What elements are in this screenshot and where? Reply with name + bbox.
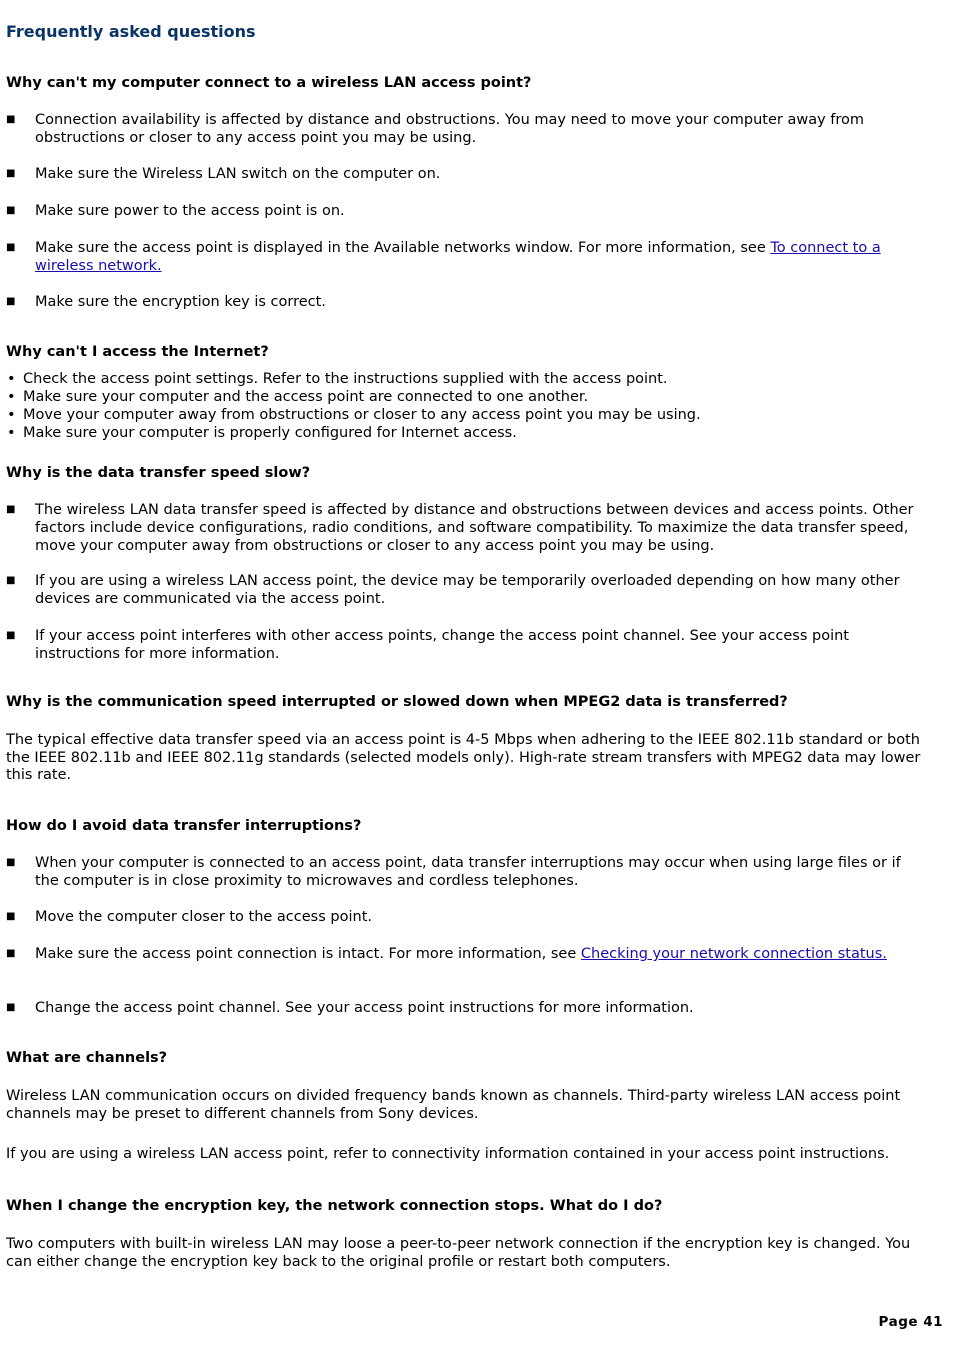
square-bullet-icon: ■ [6, 168, 16, 179]
answer-paragraph: If you are using a wireless LAN access point, refer to connectivity information contained in your access point instructions. [6, 1146, 890, 1162]
list-item: ■ Make sure the access point connection is intact. For more information, see Checking your network connection status. [6, 946, 887, 962]
square-bullet-icon: ■ [6, 575, 16, 586]
answer-paragraph: The typical effective data transfer speed via an access point is 4-5 Mbps when adhering to the IEEE 802.11b standard or both the IEEE 802.11b and IEEE 802.11g standards (selected models only). High-rate stream transfers with MPEG2 data may lower this rate. [6, 732, 921, 783]
link-network-connection-status[interactable]: Checking your network connection status. [580, 946, 887, 962]
question-avoid-interruptions: How do I avoid data transfer interruptions? [6, 818, 362, 834]
list-item: ■ If your access point interferes with other access points, change the access point channel. See your access point instructions for more information. [6, 628, 849, 662]
list-item: • Check the access point settings. Refer to the instructions supplied with the access point. [6, 370, 918, 388]
answer-paragraph: Wireless LAN communication occurs on divided frequency bands known as channels. Third-party wireless LAN access point channels may be preset to different channels from Sony devices. [6, 1088, 901, 1122]
page-number: Page 41 [878, 1314, 943, 1330]
list-item: • Move your computer away from obstructions or closer to any access point you may be using. [6, 406, 918, 424]
page-title: Frequently asked questions [6, 22, 256, 41]
list-item: ■ Make sure the Wireless LAN switch on the computer on. [6, 166, 441, 182]
bullet-list [6, 370, 918, 442]
square-bullet-icon: ■ [6, 948, 16, 959]
list-item: ■ Change the access point channel. See your access point instructions for more information. [6, 1000, 694, 1016]
question-encryption-key: When I change the encryption key, the network connection stops. What do I do? [6, 1198, 663, 1214]
list-item: • Make sure your computer is properly configured for Internet access. [6, 424, 918, 442]
list-item: ■ The wireless LAN data transfer speed is affected by distance and obstructions between devices and access points. Other factors include device configurations, radio conditions, and software compatibility. To maximize the data transfer speed, move your computer away from obstructions or closer to any access point you may be using. [6, 502, 914, 554]
link-connect-wireless-network[interactable]: To connect to a wireless network. [35, 240, 881, 274]
list-item: ■ Make sure power to the access point is on. [6, 203, 345, 219]
square-bullet-icon: ■ [6, 911, 16, 922]
square-bullet-icon: ■ [6, 242, 16, 253]
square-bullet-icon: ■ [6, 205, 16, 216]
list-item: ■ When your computer is connected to an access point, data transfer interruptions may occur when using large files or if the computer is in close proximity to microwaves and cordless telephones. [6, 855, 901, 889]
answer-paragraph: Two computers with built-in wireless LAN may loose a peer-to-peer network connection if the encryption key is changed. You can either change the encryption key back to the original profile or restart both computers. [6, 1236, 911, 1270]
square-bullet-icon: ■ [6, 1002, 16, 1013]
square-bullet-icon: ■ [6, 114, 16, 125]
question-wireless-connect: Why can't my computer connect to a wireless LAN access point? [6, 75, 532, 91]
question-mpeg2-speed: Why is the communication speed interrupted or slowed down when MPEG2 data is transferred? [6, 694, 788, 710]
square-bullet-icon: ■ [6, 630, 16, 641]
question-transfer-speed: Why is the data transfer speed slow? [6, 465, 311, 481]
list-item: ■ Move the computer closer to the access point. [6, 909, 372, 925]
square-bullet-icon: ■ [6, 504, 16, 515]
list-item: ■ Make sure the encryption key is correct. [6, 294, 326, 310]
list-item: ■ Connection availability is affected by distance and obstructions. You may need to move your computer away from obstructions or closer to any access point you may be using. [6, 112, 865, 146]
square-bullet-icon: ■ [6, 857, 16, 868]
list-item: ■ Make sure the access point is displayed in the Available networks window. For more information, see To connect to a wireless network. [6, 240, 881, 274]
list-item: ■ If you are using a wireless LAN access point, the device may be temporarily overloaded depending on how many other devices are communicated via the access point. [6, 573, 900, 607]
question-internet-access: Why can't I access the Internet? [6, 344, 269, 360]
question-channels: What are channels? [6, 1050, 168, 1066]
square-bullet-icon: ■ [6, 296, 16, 307]
list-item: • Make sure your computer and the access point are connected to one another. [6, 388, 918, 406]
